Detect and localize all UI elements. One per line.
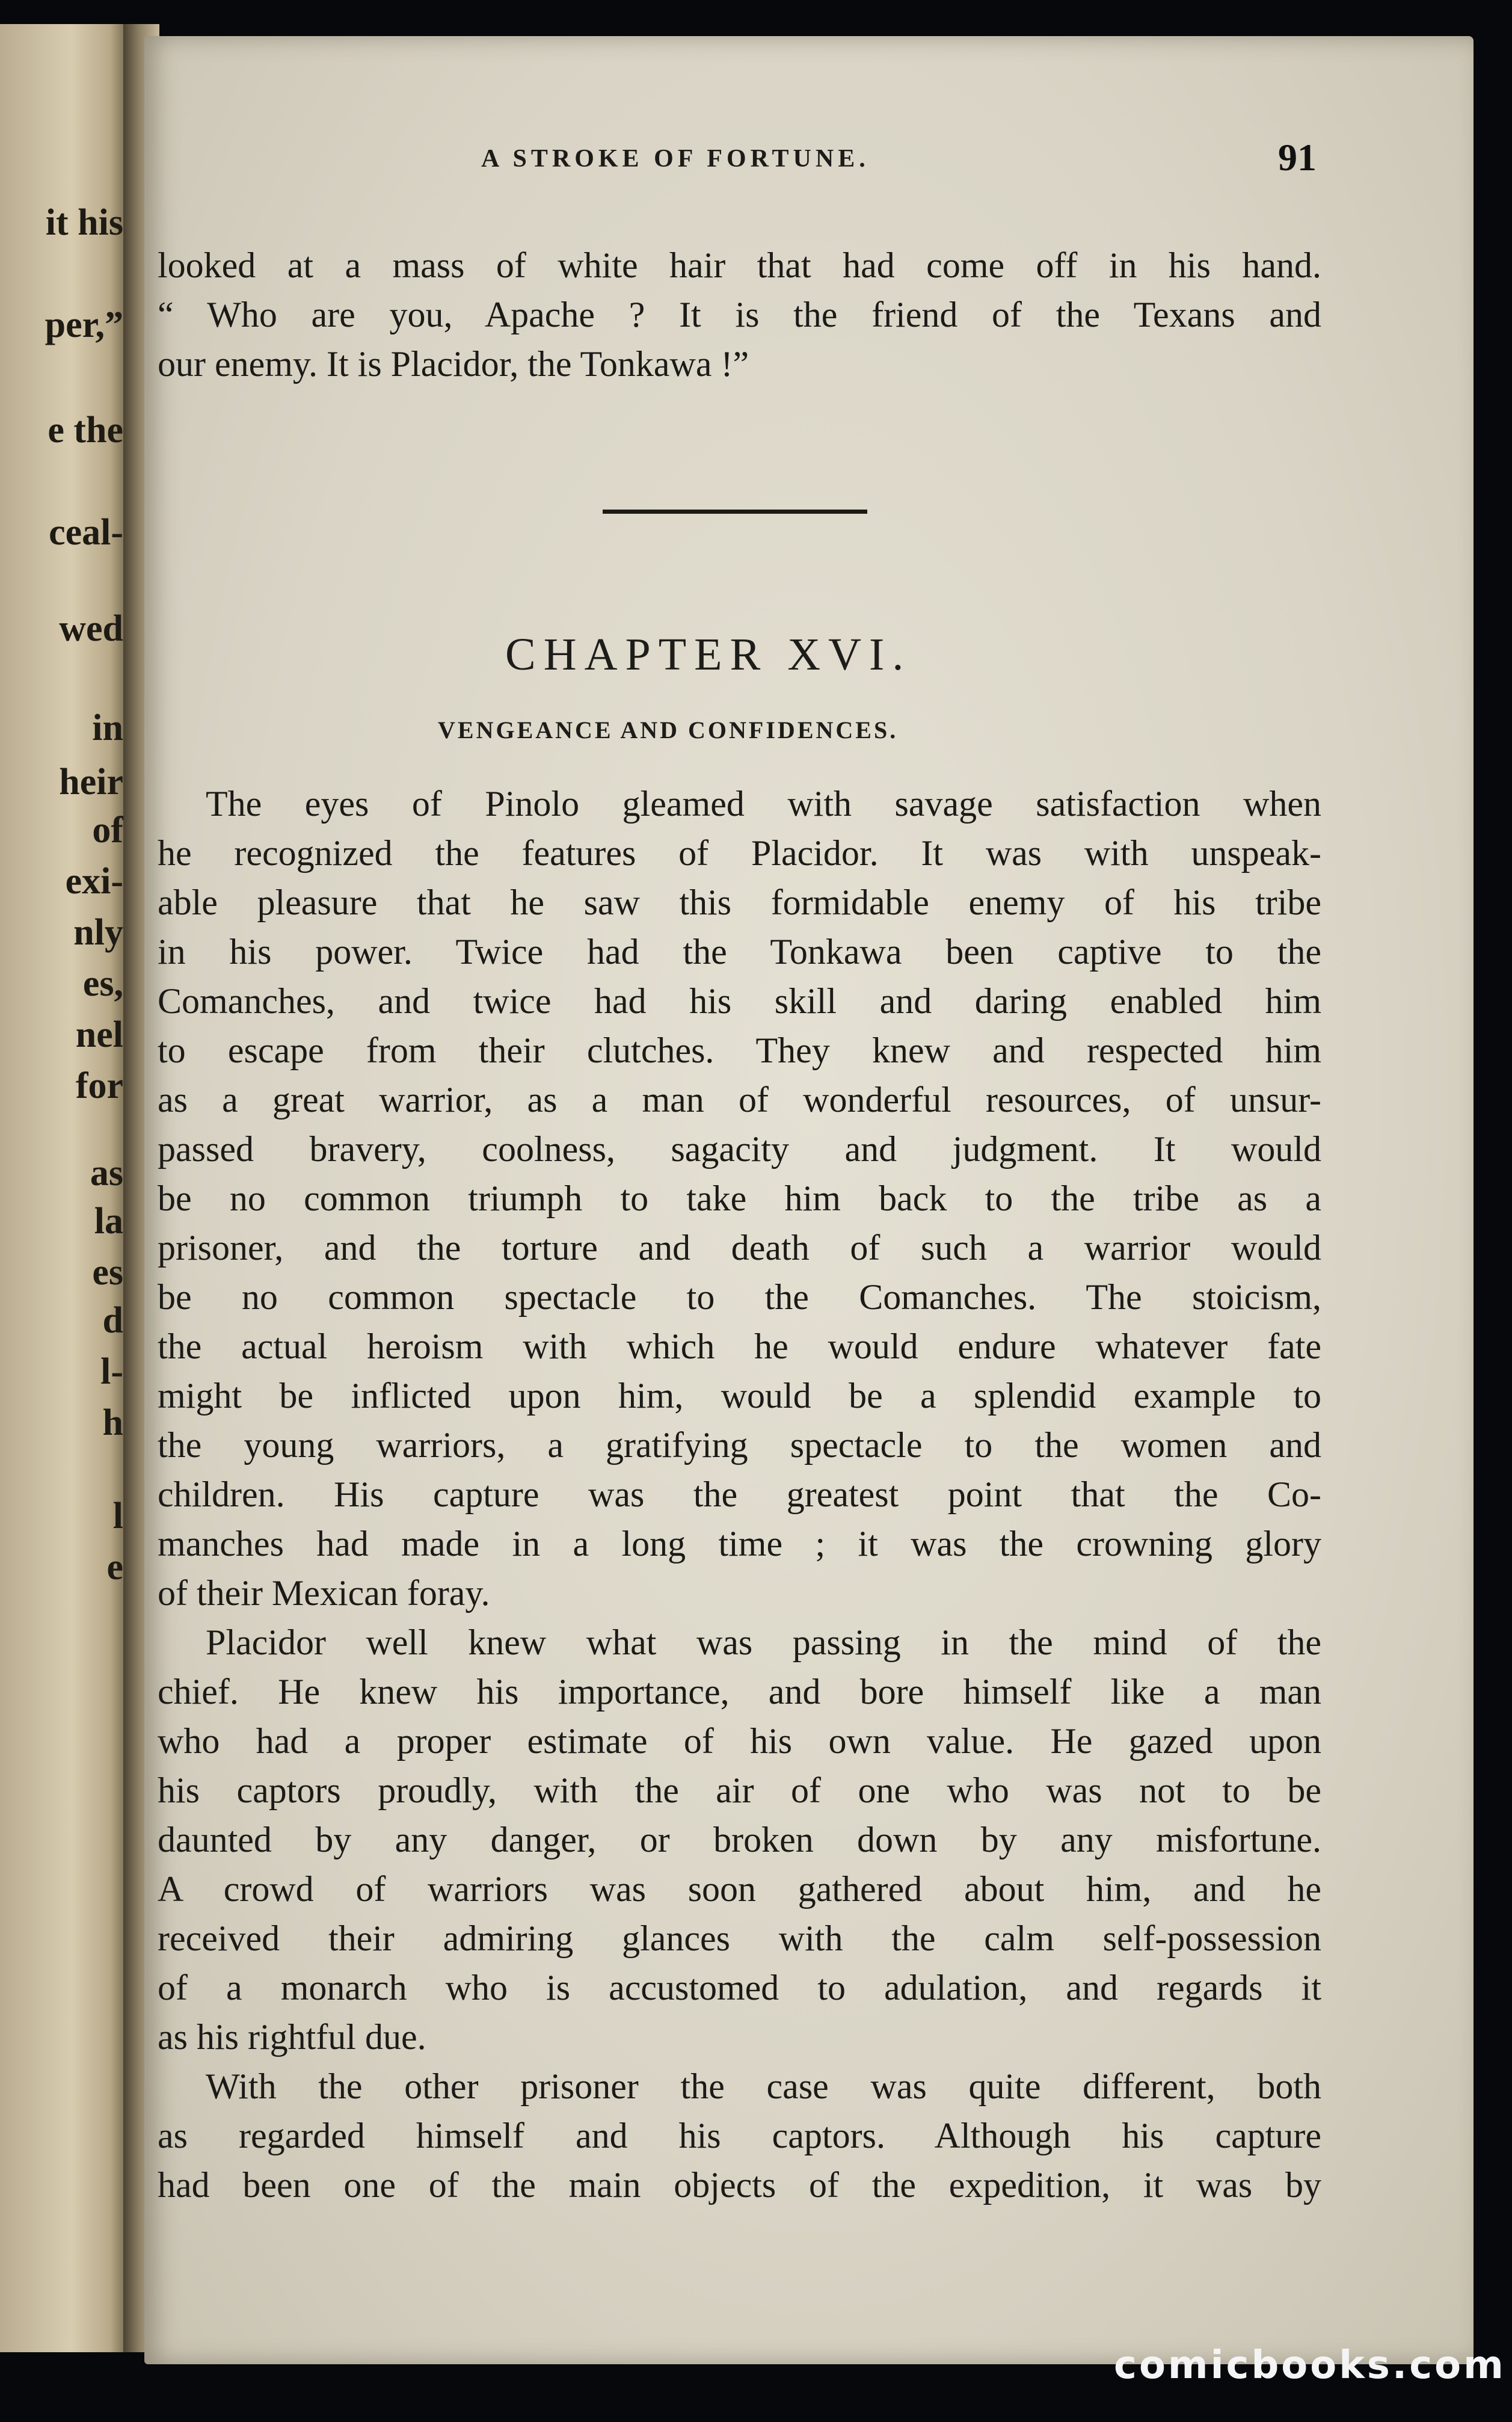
previous-page-text-fragment: l — [112, 1496, 123, 1536]
previous-page-text-fragment: nel — [75, 1014, 123, 1055]
text-line: A crowd of warriors was soon gathered about him, and he — [158, 1869, 1321, 1909]
previous-page-text-fragment: d — [102, 1300, 123, 1341]
running-head: A STROKE OF FORTUNE. — [481, 145, 870, 173]
previous-page-text-fragment: exi- — [65, 861, 123, 902]
text-line: as his rightful due. — [158, 2017, 426, 2057]
text-line: passed bravery, coolness, sagacity and judgment. It would — [158, 1129, 1321, 1169]
previous-page-edge — [0, 24, 129, 2352]
previous-page-text-fragment: e the — [48, 410, 123, 451]
previous-page-text-fragment: es — [92, 1252, 123, 1293]
chapter-subtitle: VENGEANCE AND CONFIDENCES. — [438, 716, 899, 744]
previous-page-text-fragment: ceal- — [49, 512, 123, 553]
text-line: be no common spectacle to the Comanches. The stoicism, — [158, 1277, 1321, 1317]
text-line: of a monarch who is accustomed to adulation, and regards it — [158, 1968, 1321, 2008]
text-line: received their admiring glances with the calm self-possession — [158, 1918, 1321, 1958]
text-line: he recognized the features of Placidor. It was with unspeak- — [158, 833, 1321, 873]
previous-page-text-fragment: of — [92, 810, 123, 851]
text-line: “ Who are you, Apache ? It is the friend of the Texans and — [158, 295, 1321, 334]
text-line: able pleasure that he saw this formidable enemy of his tribe — [158, 883, 1321, 922]
text-line: The eyes of Pinolo gleamed with savage satisfaction when — [206, 784, 1321, 824]
text-line: the young warriors, a gratifying spectacle to the women and — [158, 1425, 1321, 1465]
text-line: be no common triumph to take him back to the tribe as a — [158, 1179, 1321, 1218]
previous-page-text-fragment: e — [106, 1547, 123, 1588]
previous-page-text-fragment: nly — [73, 912, 123, 953]
text-line: might be inflicted upon him, would be a splendid example to — [158, 1376, 1321, 1416]
section-divider — [603, 510, 867, 514]
previous-page-text-fragment: h — [102, 1402, 123, 1443]
previous-page-text-fragment: as — [90, 1153, 123, 1194]
previous-page-text-fragment: la — [94, 1201, 123, 1242]
previous-page-text-fragment: wed — [59, 608, 123, 649]
text-line: manches had made in a long time ; it was the crowning glory — [158, 1524, 1321, 1564]
text-line: his captors proudly, with the air of one who was not to be — [158, 1770, 1321, 1810]
previous-page-text-fragment: it his — [45, 202, 123, 243]
text-line: in his power. Twice had the Tonkawa been captive to the — [158, 932, 1321, 972]
text-line: children. His capture was the greatest point that the Co- — [158, 1474, 1321, 1514]
text-line: who had a proper estimate of his own value. He gazed upon — [158, 1721, 1321, 1761]
text-line: chief. He knew his importance, and bore himself like a man — [158, 1672, 1321, 1712]
text-line: of their Mexican foray. — [158, 1573, 490, 1613]
text-line: looked at a mass of white hair that had come off in his hand. — [158, 245, 1321, 285]
text-line: had been one of the main objects of the expedition, it was by — [158, 2165, 1321, 2205]
paragraph-1 — [158, 779, 1321, 2210]
text-line: the actual heroism with which he would endure whatever fate — [158, 1327, 1321, 1366]
previous-page-text-fragment: heir — [59, 762, 123, 803]
text-line: to escape from their clutches. They knew and respected him — [158, 1031, 1321, 1070]
previous-page-text-fragment: for — [75, 1065, 123, 1106]
opening-paragraph — [158, 241, 1321, 389]
previous-page-text-fragment: es, — [82, 963, 123, 1004]
text-line: Comanches, and twice had his skill and daring enabled him — [158, 981, 1321, 1021]
chapter-title: CHAPTER XVI. — [505, 629, 912, 680]
page-number: 91 — [1278, 136, 1317, 179]
text-line: prisoner, and the torture and death of such a warrior would — [158, 1228, 1321, 1268]
previous-page-text-fragment: per,” — [45, 304, 123, 345]
previous-page-text-fragment: in — [92, 707, 123, 748]
text-line: as regarded himself and his captors. Although his capture — [158, 2116, 1321, 2155]
text-line: Placidor well knew what was passing in the mind of the — [206, 1622, 1321, 1662]
previous-page-text-fragment: l- — [100, 1351, 123, 1392]
text-line: as a great warrior, as a man of wonderful resources, of unsur- — [158, 1080, 1321, 1120]
text-line: With the other prisoner the case was quite different, both — [206, 2066, 1321, 2106]
text-line: our enemy. It is Placidor, the Tonkawa !” — [158, 344, 749, 384]
site-watermark: comicbooks.com — [1114, 2343, 1506, 2388]
text-line: daunted by any danger, or broken down by any misfortune. — [158, 1820, 1321, 1860]
